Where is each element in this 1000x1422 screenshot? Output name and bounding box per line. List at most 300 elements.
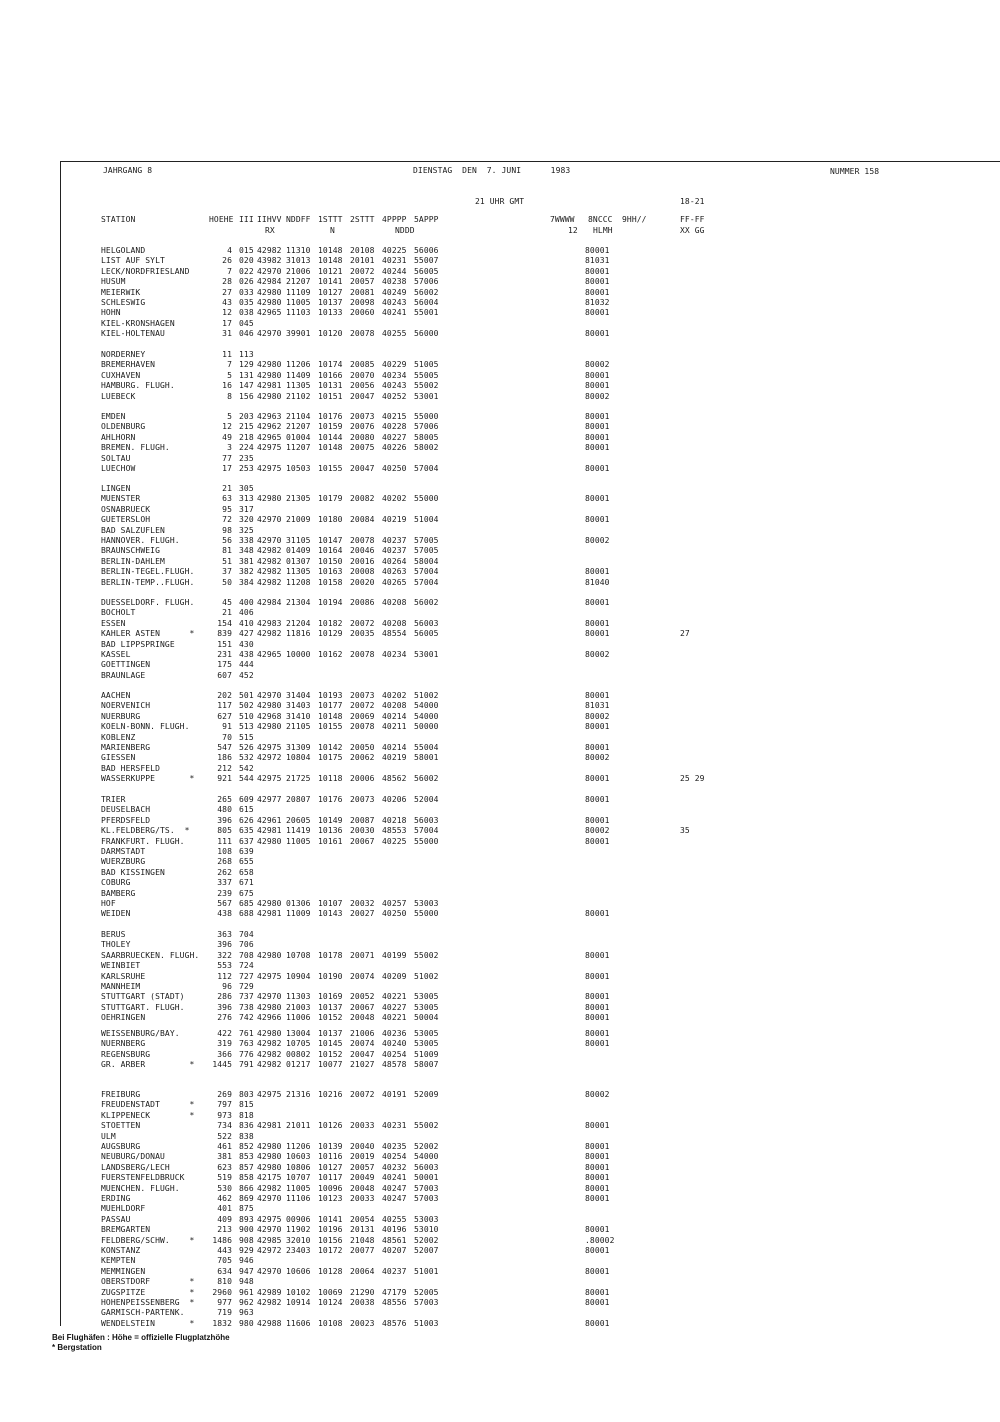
synop-group: 20038 [350, 1298, 375, 1307]
synop-group: 20054 [350, 1214, 375, 1224]
station-name: SAARBRUECKEN. FLUGH. [101, 950, 200, 960]
synop-group: 10137 [318, 298, 343, 307]
station-id: 946 [239, 1256, 254, 1266]
cloud-group: 80002 [585, 711, 610, 721]
col-1sttt: 1STTT [318, 215, 343, 224]
station-id: 626 [239, 815, 254, 825]
synop-group: 00906 [286, 1214, 311, 1224]
table-row [61, 992, 961, 1002]
synop-group: 40228 [382, 422, 407, 432]
synop-group: 20057 [350, 1162, 375, 1172]
station-id: 147 [239, 381, 254, 391]
station-name: ULM [101, 1131, 116, 1141]
station-height: 337 [217, 878, 232, 888]
station-height: 839 [217, 629, 232, 639]
synop-group: 10180 [318, 515, 343, 525]
synop-group: 40255 [382, 329, 407, 339]
cloud-group: 80002 [585, 650, 610, 659]
synop-group: 10145 [318, 1039, 343, 1049]
synop-group: 40191 [382, 1090, 407, 1099]
synop-group: 10128 [318, 1266, 343, 1276]
synop-group: 10131 [318, 381, 343, 391]
synop-group: 20098 [350, 298, 375, 307]
synop-group: 42970 [257, 1266, 282, 1276]
synop-group: 20067 [350, 836, 375, 846]
station-id: 015 [239, 246, 254, 255]
station-height: 3 [227, 443, 232, 453]
cloud-group: 80002 [585, 391, 610, 401]
synop-group: 55000 [414, 494, 439, 504]
synop-group: 42975 [257, 1214, 282, 1224]
synop-group: 20077 [350, 1246, 375, 1255]
synop-group: 10133 [318, 308, 343, 318]
synop-group: 10155 [318, 722, 343, 732]
synop-group: 40263 [382, 567, 407, 577]
cloud-group: 80001 [585, 464, 610, 473]
synop-group: 20060 [350, 308, 375, 318]
synop-group: 40265 [382, 577, 407, 587]
synop-group: 55002 [414, 381, 439, 391]
synop-group: 57004 [414, 567, 439, 577]
table-row [61, 743, 961, 753]
station-height: 607 [217, 670, 232, 680]
station-name: FELDBERG/SCHW. * [101, 1235, 195, 1245]
synop-group: 42982 [257, 246, 282, 255]
synop-group: 20070 [350, 370, 375, 380]
cloud-group: 81032 [585, 298, 610, 307]
synop-group: 13004 [286, 1029, 311, 1038]
synop-group: 11005 [286, 836, 311, 846]
synop-group: 42980 [257, 899, 282, 908]
station-name: WENDELSTEIN * [101, 1318, 195, 1328]
station-name: KOELN-BONN. FLUGH. [101, 722, 190, 732]
synop-group: 20050 [350, 743, 375, 752]
station-id: 305 [239, 484, 254, 493]
station-height: 319 [217, 1039, 232, 1049]
synop-group: 40208 [382, 618, 407, 628]
synop-group: 48561 [382, 1235, 407, 1245]
station-height: 553 [217, 961, 232, 971]
synop-group: 00802 [286, 1049, 311, 1059]
col-sub-rx: RX [265, 226, 275, 235]
table-row [61, 1039, 961, 1049]
synop-group: 40250 [382, 464, 407, 473]
synop-group: 23403 [286, 1246, 311, 1255]
station-name: KEMPTEN [101, 1256, 136, 1266]
synop-group: 56003 [414, 618, 439, 628]
synop-group: 10705 [286, 1039, 311, 1049]
synop-group: 42980 [257, 1002, 282, 1012]
synop-group: 20072 [350, 701, 375, 711]
station-id: 510 [239, 711, 254, 721]
synop-group: 40215 [382, 412, 407, 421]
station-height: 623 [217, 1162, 232, 1172]
station-id: 501 [239, 691, 254, 700]
table-row [61, 1013, 961, 1023]
synop-group: 40221 [382, 1013, 407, 1023]
synop-group: 10151 [318, 391, 343, 401]
station-id: 020 [239, 256, 254, 266]
synop-group: 20073 [350, 691, 375, 700]
synop-group: 20033 [350, 1194, 375, 1203]
table-row [61, 1298, 961, 1308]
synop-group: 40241 [382, 308, 407, 318]
synop-group: 31309 [286, 743, 311, 752]
station-height: 805 [217, 826, 232, 836]
table-row [61, 1277, 961, 1287]
table-row [61, 598, 961, 608]
table-row [61, 722, 961, 732]
station-id: 675 [239, 888, 254, 898]
synop-group: 11005 [286, 1183, 311, 1193]
table-row [61, 774, 961, 784]
cloud-group: 80001 [585, 246, 610, 255]
synop-group: 10116 [318, 1152, 343, 1162]
station-id: 980 [239, 1318, 254, 1328]
synop-group: 40219 [382, 753, 407, 763]
cloud-group: 80002 [585, 1090, 610, 1099]
station-name: BERLIN-DAHLEM [101, 556, 165, 566]
synop-group: 10136 [318, 826, 343, 836]
station-name: LANDSBERG/LECH [101, 1162, 170, 1172]
col-sub-hlmh: HLMH [593, 226, 613, 235]
synop-group: 20076 [350, 422, 375, 432]
station-name: WEISSENBURG/BAY. [101, 1029, 180, 1038]
table-row [61, 267, 961, 277]
synop-group: 21027 [350, 1060, 375, 1070]
synop-group: 10124 [318, 1298, 343, 1307]
station-height: 1832 [212, 1318, 232, 1328]
cloud-group: 80001 [585, 691, 610, 700]
station-id: 866 [239, 1183, 254, 1193]
synop-group: 56002 [414, 598, 439, 607]
synop-group: 40229 [382, 360, 407, 370]
station-height: 213 [217, 1225, 232, 1235]
station-name: ESSEN [101, 618, 126, 628]
station-height: 366 [217, 1049, 232, 1059]
synop-group: 20048 [350, 1013, 375, 1023]
station-height: 719 [217, 1308, 232, 1318]
station-id: 908 [239, 1235, 254, 1245]
station-name: MEIERWIK [101, 287, 141, 297]
synop-group: 40218 [382, 815, 407, 825]
station-id: 637 [239, 836, 254, 846]
station-id: 313 [239, 494, 254, 504]
table-row [61, 1152, 961, 1162]
station-name: REGENSBURG [101, 1049, 151, 1059]
station-id: 763 [239, 1039, 254, 1049]
synop-group: 20023 [350, 1318, 375, 1328]
synop-group: 40207 [382, 1246, 407, 1255]
synop-group: 10108 [318, 1318, 343, 1328]
synop-group: 10127 [318, 1162, 343, 1172]
synop-group: 53010 [414, 1225, 439, 1235]
synop-group: 11207 [286, 443, 311, 453]
synop-group: 42980 [257, 950, 282, 960]
station-name: STUTTGART (STADT) [101, 992, 185, 1002]
synop-group: 42961 [257, 815, 282, 825]
station-name: WUERZBURG [101, 857, 146, 867]
station-height: 627 [217, 711, 232, 721]
synop-group: 42975 [257, 443, 282, 453]
col-ff: FF-FF [680, 215, 705, 224]
synop-group: 40237 [382, 546, 407, 556]
col-station: STATION [101, 215, 136, 224]
table-row [61, 899, 961, 909]
station-id: 655 [239, 857, 254, 867]
station-height: 1486 [212, 1235, 232, 1245]
synop-group: 40225 [382, 246, 407, 255]
synop-group: 42988 [257, 1318, 282, 1328]
station-name: OSNABRUECK [101, 504, 151, 514]
synop-group: 43982 [257, 256, 282, 266]
synop-group: 20807 [286, 795, 311, 804]
synop-group: 10000 [286, 650, 311, 659]
station-height: 396 [217, 940, 232, 950]
synop-group: 20047 [350, 391, 375, 401]
station-id: 963 [239, 1308, 254, 1318]
cloud-group: 80002 [585, 360, 610, 370]
station-id: 852 [239, 1142, 254, 1151]
synop-group: 21316 [286, 1090, 311, 1099]
station-name: NOERVENICH [101, 701, 151, 711]
synop-group: 20605 [286, 815, 311, 825]
synop-group: 20016 [350, 556, 375, 566]
station-id: 131 [239, 370, 254, 380]
col-hoehe: HOEHE [209, 215, 234, 224]
synop-group: 42980 [257, 287, 282, 297]
synop-group: 10121 [318, 266, 343, 276]
synop-group: 53005 [414, 1029, 439, 1038]
station-height: 108 [217, 847, 232, 856]
synop-group: 42980 [257, 701, 282, 711]
synop-group: 10118 [318, 774, 343, 784]
station-height: 443 [217, 1246, 232, 1255]
station-height: 26 [222, 256, 232, 266]
station-id: 803 [239, 1090, 254, 1099]
synop-group: 40231 [382, 1121, 407, 1131]
station-height: 276 [217, 1013, 232, 1023]
station-name: BRAUNLAGE [101, 670, 146, 680]
synop-group: 42970 [257, 1225, 282, 1235]
table-row [61, 329, 961, 339]
station-name: KL.FELDBERG/TS. * [101, 826, 190, 836]
synop-group: 10707 [286, 1173, 311, 1183]
cloud-group: 80001 [585, 1152, 610, 1162]
station-name: OLDENBURG [101, 422, 146, 432]
jahrgang-label: JAHRGANG 8 [103, 166, 153, 175]
station-id: 688 [239, 909, 254, 919]
synop-group: 10127 [318, 287, 343, 297]
station-name: GR. ARBER * [101, 1060, 195, 1070]
table-row [61, 392, 961, 402]
station-height: 462 [217, 1194, 232, 1203]
synop-group: 51004 [414, 515, 439, 525]
station-name: HOHENPEISSENBERG * [101, 1298, 195, 1307]
synop-group: 56005 [414, 629, 439, 639]
table-row [61, 319, 961, 329]
synop-group: 55000 [414, 412, 439, 421]
synop-group: 20078 [350, 329, 375, 339]
synop-group: 58002 [414, 443, 439, 453]
station-height: 28 [222, 277, 232, 287]
synop-group: 54000 [414, 711, 439, 721]
cloud-group: 80001 [585, 618, 610, 628]
synop-group: 21725 [286, 774, 311, 784]
table-row [61, 298, 961, 308]
station-name: WASSERKUPPE * [101, 774, 195, 784]
time-range: 18-21 [680, 197, 705, 206]
station-height: 567 [217, 899, 232, 908]
synop-group: 40237 [382, 536, 407, 545]
station-name: BERLIN-TEMP..FLUGH. [101, 577, 195, 587]
synop-group: 42981 [257, 826, 282, 836]
station-height: 381 [217, 1152, 232, 1162]
synop-group: 20057 [350, 277, 375, 287]
col-7wwww: 7WWWW [550, 215, 575, 224]
issue-number: NUMMER 158 [830, 167, 880, 176]
station-name: LECK/NORDFRIESLAND [101, 266, 190, 276]
synop-group: 42970 [257, 536, 282, 545]
col-5appp: 5APPP [414, 215, 439, 224]
station-name: KIEL-HOLTENAU [101, 329, 165, 339]
table-row [61, 826, 961, 836]
synop-group: 21105 [286, 722, 311, 732]
synop-group: 10163 [318, 567, 343, 577]
synop-group: 42966 [257, 1013, 282, 1023]
synop-group: 42980 [257, 836, 282, 846]
station-height: 5 [227, 412, 232, 421]
station-height: 634 [217, 1266, 232, 1276]
synop-group: 40247 [382, 1183, 407, 1193]
synop-group: 40237 [382, 1266, 407, 1276]
synop-group: 42977 [257, 795, 282, 804]
synop-group: 10804 [286, 753, 311, 763]
table-row [61, 515, 961, 525]
table-row [61, 1029, 961, 1039]
synop-group: 20074 [350, 971, 375, 981]
synop-group: 42981 [257, 381, 282, 391]
synop-group: 20046 [350, 546, 375, 556]
synop-group: 48554 [382, 629, 407, 639]
col-2sttt: 2STTT [350, 215, 375, 224]
station-height: 8 [227, 391, 232, 401]
synop-group: 10107 [318, 899, 343, 908]
synop-group: 11109 [286, 287, 311, 297]
synop-group: 40221 [382, 992, 407, 1002]
synop-group: 21006 [350, 1029, 375, 1038]
synop-group: 42980 [257, 298, 282, 307]
synop-group: 10148 [318, 443, 343, 453]
synop-group: 47179 [382, 1287, 407, 1297]
synop-group: 53005 [414, 992, 439, 1002]
synop-group: 20071 [350, 950, 375, 960]
cloud-group: 80001 [585, 950, 610, 960]
station-name: PFERDSFELD [101, 815, 151, 825]
cloud-group: 80001 [585, 1121, 610, 1131]
synop-group: 10806 [286, 1162, 311, 1172]
station-id: 858 [239, 1173, 254, 1183]
cloud-group: 80001 [585, 909, 610, 919]
synop-group: 42981 [257, 909, 282, 919]
station-height: 409 [217, 1214, 232, 1224]
table-row [61, 546, 961, 556]
station-name: NUERBURG [101, 711, 141, 721]
station-id: 400 [239, 598, 254, 607]
synop-group: 20082 [350, 494, 375, 504]
station-name: LUECHOW [101, 464, 136, 473]
synop-group: 48553 [382, 826, 407, 836]
station-height: 480 [217, 805, 232, 815]
table-row [61, 629, 961, 639]
station-name: KOBLENZ [101, 732, 136, 742]
cloud-group: 80001 [585, 1173, 610, 1183]
synop-group: 20019 [350, 1152, 375, 1162]
synop-group: 51009 [414, 1049, 439, 1059]
station-height: 98 [222, 525, 232, 535]
table-row [61, 951, 961, 961]
table-row [61, 277, 961, 287]
station-id: 869 [239, 1194, 254, 1203]
synop-group: 40240 [382, 1039, 407, 1049]
table-row [61, 878, 961, 888]
synop-group: 11606 [286, 1318, 311, 1328]
synop-group: 42980 [257, 1142, 282, 1151]
station-name: HOHN [101, 308, 121, 318]
synop-group: 10102 [286, 1287, 311, 1297]
synop-group: 40254 [382, 1049, 407, 1059]
table-row [61, 1288, 961, 1298]
table-row [61, 256, 961, 266]
station-name: SCHLESWIG [101, 298, 146, 307]
synop-group: 40241 [382, 1173, 407, 1183]
table-row [61, 1319, 961, 1329]
synop-group: 57003 [414, 1194, 439, 1203]
cloud-group: 80001 [585, 1002, 610, 1012]
synop-group: 21102 [286, 391, 311, 401]
table-row [61, 433, 961, 443]
station-height: 81 [222, 546, 232, 556]
cloud-group: 80001 [585, 381, 610, 391]
station-name: FUERSTENFELDBRUCK [101, 1173, 185, 1183]
synop-group: 42968 [257, 711, 282, 721]
table-row [61, 847, 961, 857]
synop-group: 10142 [318, 743, 343, 752]
table-row [61, 422, 961, 432]
synop-group: 20035 [350, 629, 375, 639]
synop-group: 56003 [414, 815, 439, 825]
station-name: KARLSRUHE [101, 971, 146, 981]
station-id: 791 [239, 1060, 254, 1070]
synop-group: 21305 [286, 494, 311, 504]
synop-group: 54000 [414, 1152, 439, 1162]
station-name: ERDING [101, 1194, 131, 1203]
col-9hh: 9HH// [622, 215, 647, 224]
station-height: 239 [217, 888, 232, 898]
station-height: 17 [222, 464, 232, 473]
station-name: TRIER [101, 795, 126, 804]
synop-group: 20086 [350, 598, 375, 607]
station-height: 461 [217, 1142, 232, 1151]
synop-group: 56002 [414, 287, 439, 297]
station-height: 27 [222, 287, 232, 297]
synop-group: 40202 [382, 691, 407, 700]
synop-group: 20062 [350, 753, 375, 763]
synop-group: 20085 [350, 360, 375, 370]
synop-group: 53005 [414, 1002, 439, 1012]
synop-group: 21304 [286, 598, 311, 607]
table-row [61, 536, 961, 546]
